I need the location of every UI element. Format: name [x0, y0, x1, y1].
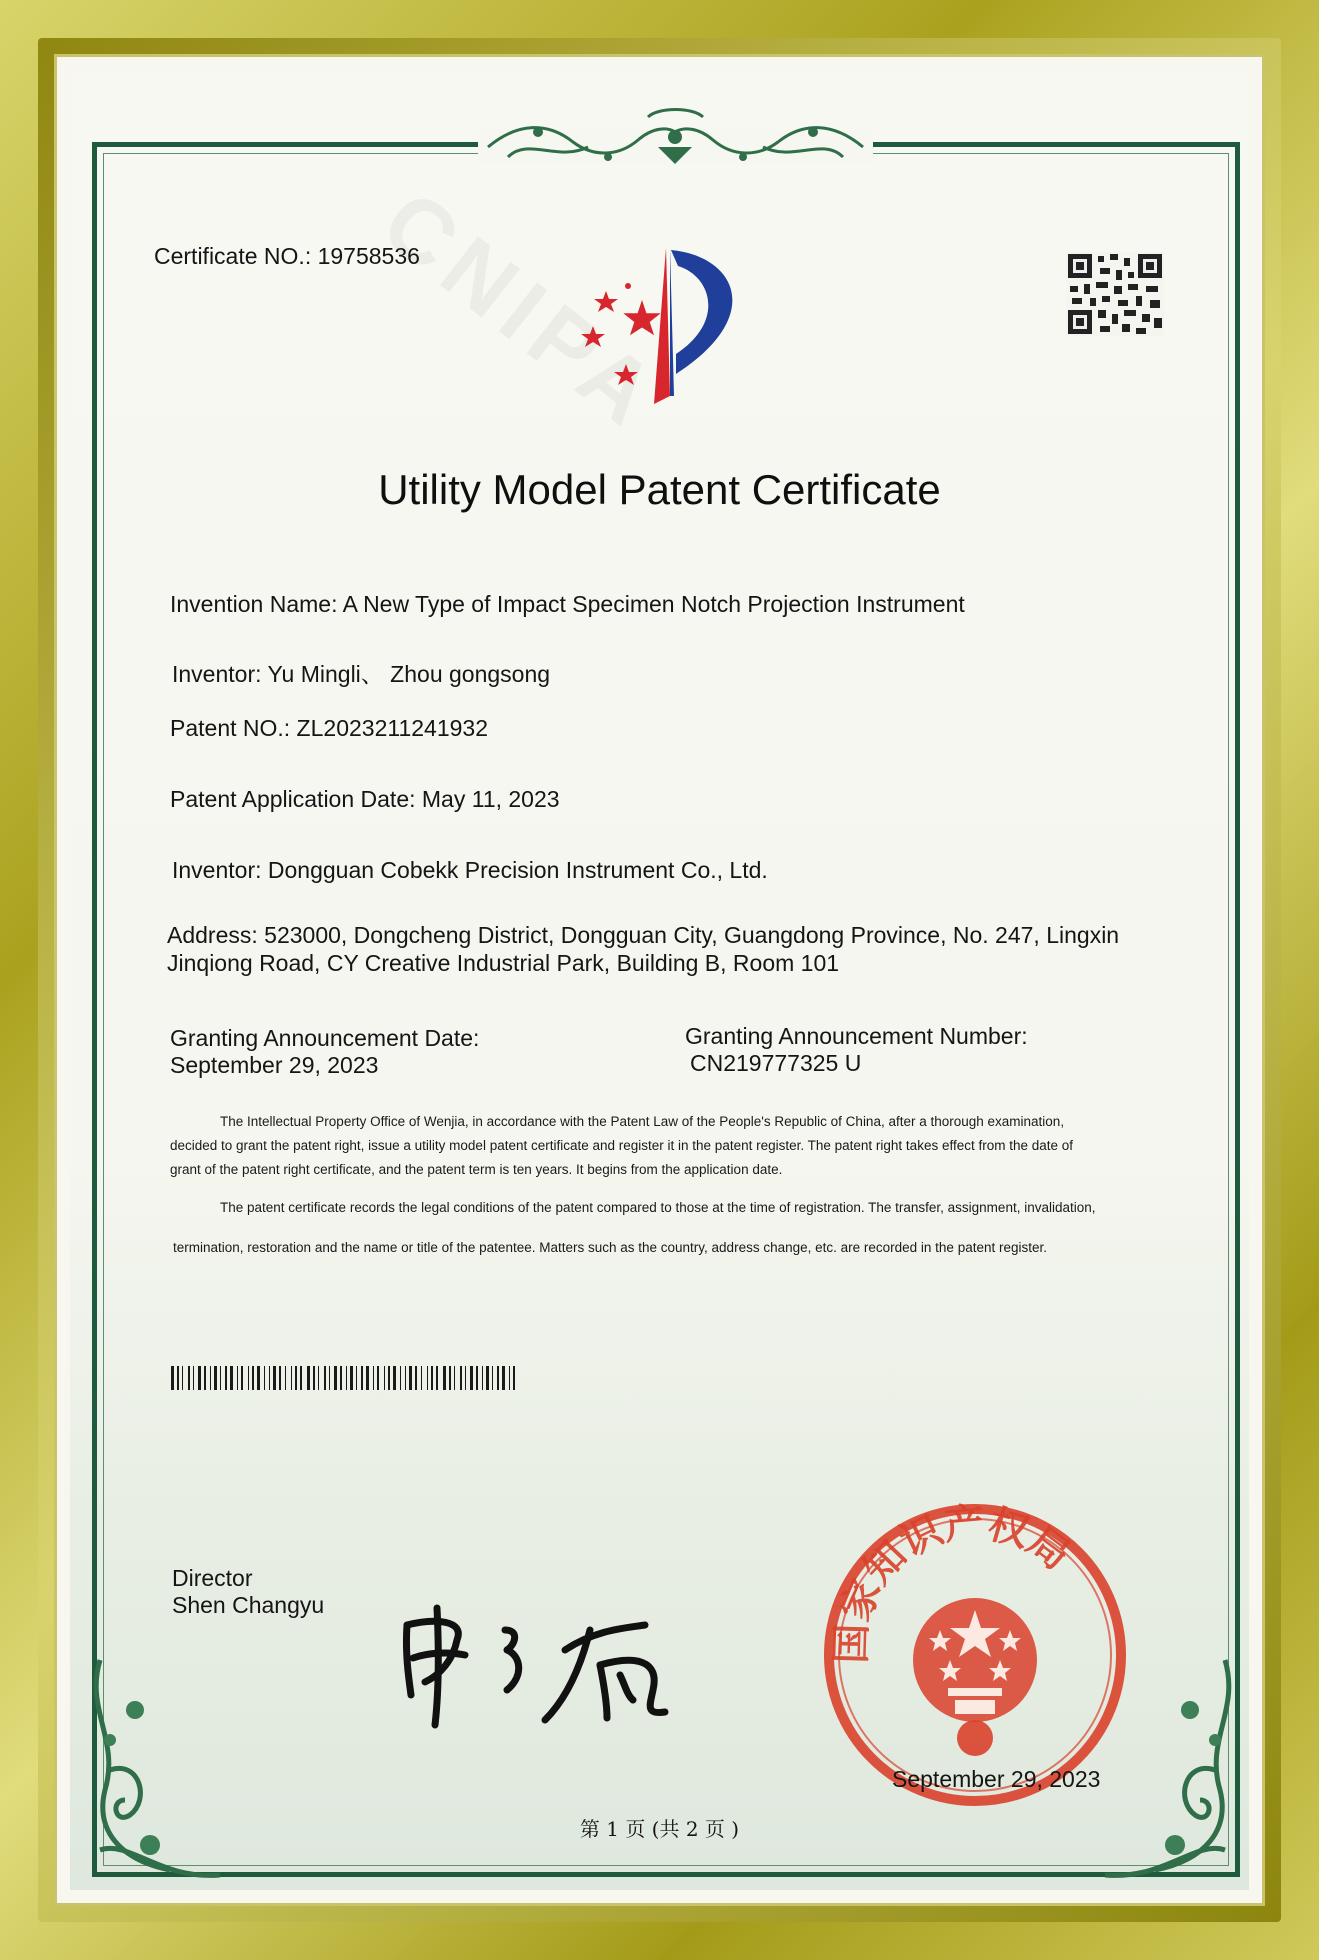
barcode-icon [171, 1366, 521, 1390]
ornament-icon [478, 102, 873, 182]
address-line-1: Address: 523000, Dongcheng District, Dongguan City, Guangdong Province, No. 247, Lingxin [167, 922, 1120, 948]
grant-number-value: CN219777325 U [690, 1050, 862, 1076]
qr-code-icon [1066, 252, 1164, 336]
grant-number-label: Granting Announcement Number: [685, 1023, 1028, 1049]
application-date: Patent Application Date: May 11, 2023 [170, 786, 560, 812]
legal-paragraph-1: The Intellectual Property Office of Wenjia, in accordance with the Patent Law of the People's Republic of China, after a thorough examination, decided to grant the patent right, issue a utility model patent certificate and register it in the patent register. The patent right takes effect from the date of grant of the patent right certificate, and the patent term is ten years. It begins from the application date. [170, 1114, 1074, 1177]
signature-icon [395, 1600, 695, 1730]
invention-name: Invention Name: A New Type of Impact Specimen Notch Projection Instrument [170, 591, 965, 617]
official-seal-icon [820, 1500, 1130, 1810]
page-number: 第 1 页 (共 2 页 ) [579, 1817, 740, 1841]
grant-date-label: Granting Announcement Date: [170, 1025, 480, 1051]
director-name: Shen Changyu [172, 1592, 325, 1618]
corner-ornament-left-icon [80, 1650, 230, 1890]
address-line-2: Jinqiong Road, CY Creative Industrial Park, Building B, Room 101 [167, 950, 840, 976]
certificate-number: Certificate NO.: 19758536 [154, 243, 420, 269]
cnipa-logo-icon [566, 246, 766, 406]
svg-text:国家知识产权局: 国家知识产权局 [827, 1500, 1079, 1665]
director-title: Director [172, 1565, 253, 1591]
legal-paragraph-2: The patent certificate records the legal conditions of the patent compared to those at the time of registration. The transfer, assignment, invalidation, termination, restoration and the name or title of the patentee. Matters such as the country, address change, etc. are recorded in the patent register. [173, 1200, 1096, 1255]
patentee: Inventor: Dongguan Cobekk Precision Instrument Co., Ltd. [172, 857, 768, 883]
grant-date-value: September 29, 2023 [170, 1052, 379, 1078]
seal-date: September 29, 2023 [892, 1766, 1101, 1792]
patent-number: Patent NO.: ZL2023211241932 [170, 715, 488, 741]
inventor-names: Inventor: Yu Mingli、 Zhou gongsong [172, 661, 551, 687]
certificate-title: Utility Model Patent Certificate [378, 466, 941, 513]
